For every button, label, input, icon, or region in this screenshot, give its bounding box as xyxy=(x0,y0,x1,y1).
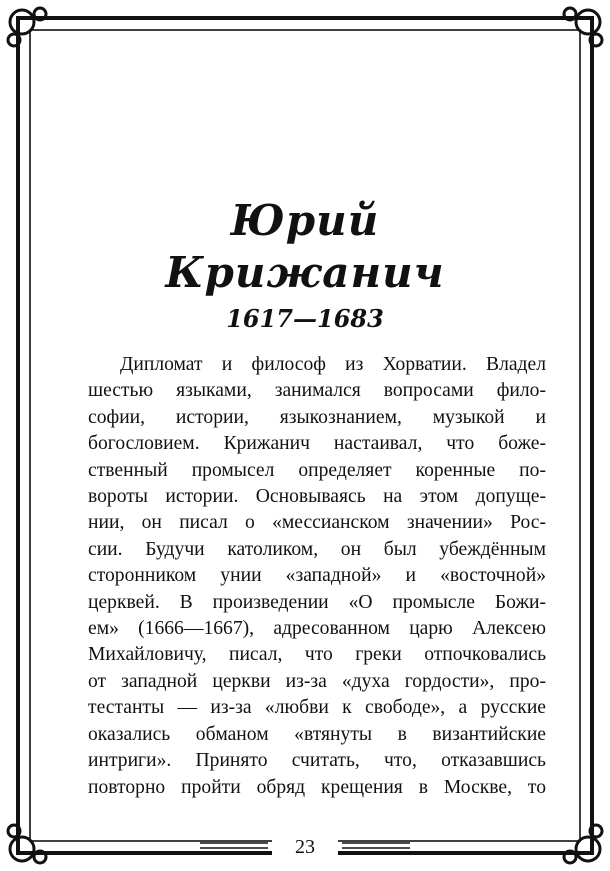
body-line: софии, истории, языкознанием, музыкой и xyxy=(88,406,546,428)
body-line: ственный промысел определяет коренные по- xyxy=(88,459,546,481)
corner-flourish-top-right xyxy=(564,8,602,46)
body-line: оказались обманом «втянуты в византийские xyxy=(88,723,546,745)
heading-last-name: Крижанич xyxy=(165,248,445,297)
body-line: ем» (1666—1667), адресованном царю Алексею xyxy=(88,618,546,640)
body-line: шестью языками, занимался вопросами фило- xyxy=(88,380,546,402)
body-line: от западной церкви из-за «духа гордости», про- xyxy=(88,670,546,692)
body-line: сии. Будучи католиком, он был убеждённым xyxy=(88,538,546,560)
page-number: 23 xyxy=(295,836,315,858)
body-line: нии, он писал о «мессианском значении» Рос- xyxy=(88,512,546,534)
body-line: Михайловичу, писал, что греки отпочковались xyxy=(88,644,546,666)
heading-first-name: Юрий xyxy=(230,196,380,245)
corner-flourish-top-left xyxy=(8,8,46,46)
body-paragraph xyxy=(88,352,546,801)
body-line: интриги». Принято считать, что, отказавшись xyxy=(88,750,546,772)
body-line: сторонником унии «западной» и «восточной» xyxy=(88,565,546,587)
body-line: богословием. Крижанич настаивал, что боже- xyxy=(88,433,546,455)
heading-years: 1617—1683 xyxy=(226,304,384,333)
body-line: Дипломат и философ из Хорватии. Владел xyxy=(120,354,546,375)
body-line: повторно пройти обряд крещения в Москве, то xyxy=(88,776,546,798)
body-line: церквей. В произведении «О промысле Божи- xyxy=(88,591,546,613)
body-line: тестанты — из-за «любви к свободе», а русские xyxy=(88,697,546,719)
body-line: вороты истории. Основываясь на этом допуще- xyxy=(88,486,546,508)
